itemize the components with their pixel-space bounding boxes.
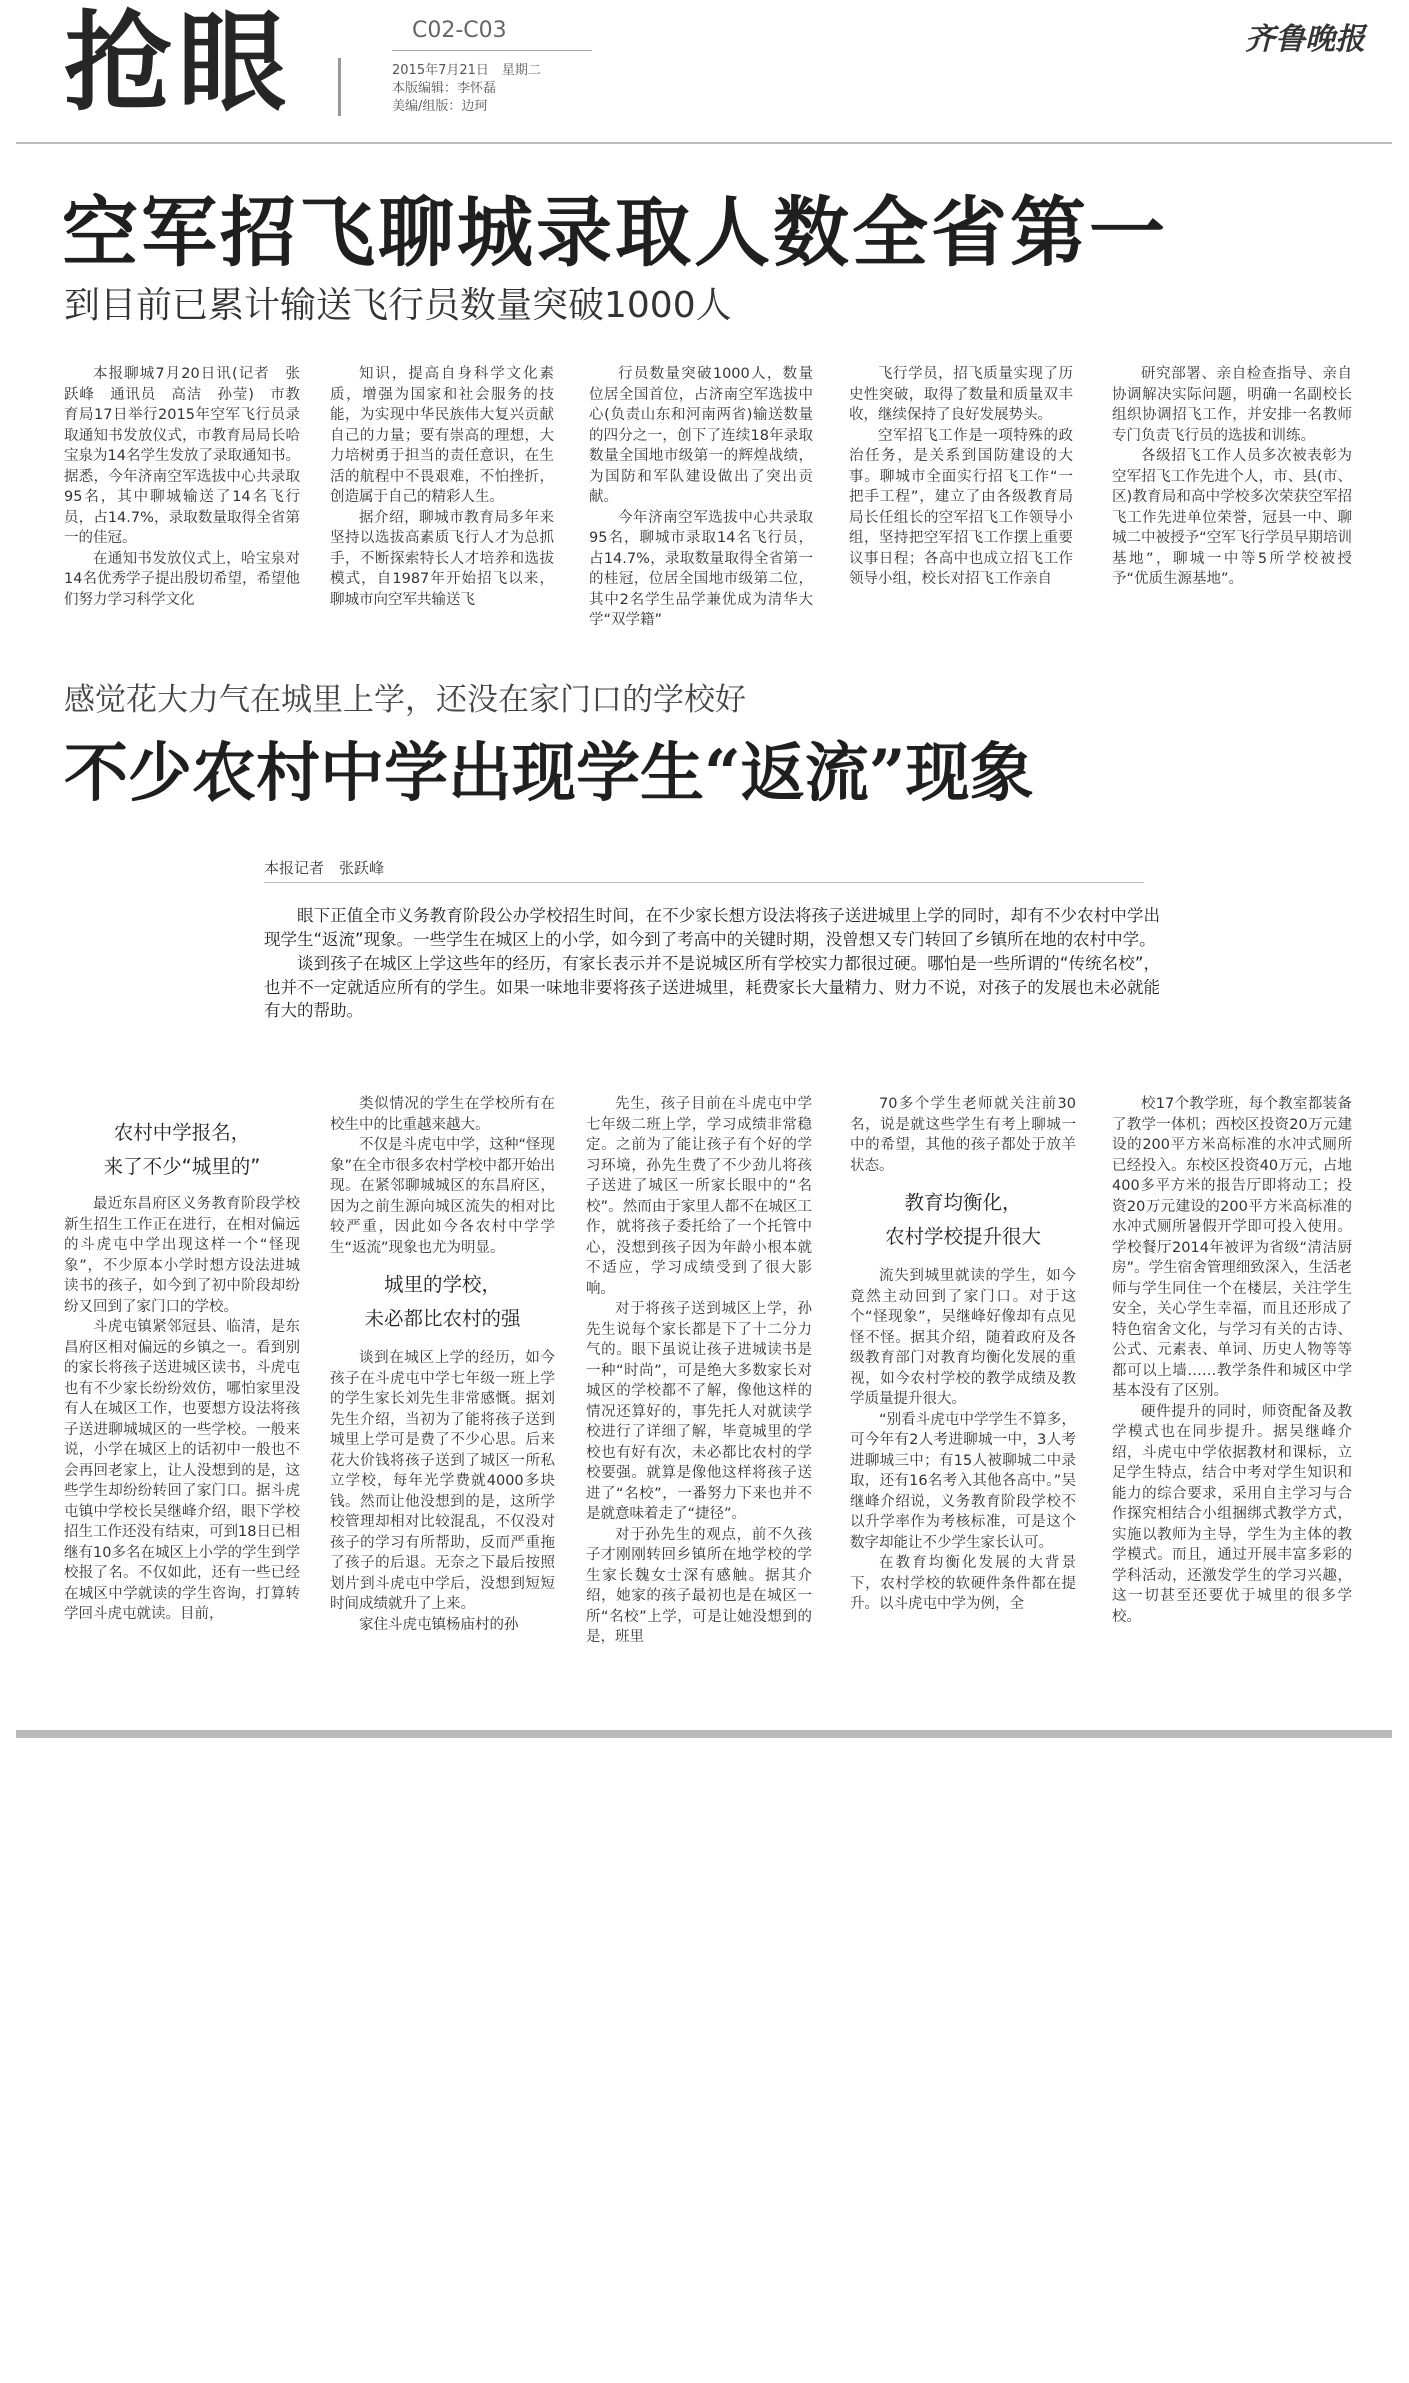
article1-column — [849, 364, 1073, 634]
article2-column — [1112, 1094, 1352, 1704]
article1-subheadline: 到目前已累计输送飞行员数量突破1000人 — [64, 285, 732, 326]
editor-line: 本版编辑：李怀磊 — [392, 81, 497, 96]
top-rule — [16, 142, 1392, 144]
paragraph: 流失到城里就读的学生，如今竟然主动回到了家门口。对于这个“怪现象”，吴继峰好像却有点见怪不怪。据其介绍，随着政府及各级教育部门对教育均衡化发展的重视，如今农村学校的教学成绩及教学质量提升很大。 — [850, 1268, 1076, 1407]
article2-lead — [264, 904, 1160, 1024]
paper-logo: 齐鲁晚报 — [1245, 22, 1365, 57]
subhead-1: 农村中学报名， 来了不少“城里的” — [103, 1121, 261, 1178]
date-line: 2015年7月21日 星期二 — [392, 63, 541, 78]
article1-column — [330, 364, 554, 634]
paragraph: 类似情况的学生在学校所有在校生中的比重越来越大。 — [330, 1096, 555, 1133]
paragraph: 今年济南空军选拔中心共录取95名，聊城市录取14名飞行员，占14.7%，录取数量取得全省第一的桂冠，位居全国地市级第二位，其中2名学生品学兼优成为清华大学“双学籍” — [589, 509, 813, 628]
page-range: C02-C03 — [412, 18, 507, 43]
subhead-s3: 教育均衡化， 农村学校提升很大 — [884, 1191, 1041, 1248]
paragraph: 对于孙先生的观点，前不久孩子才刚刚转回乡镇所在地学校的学生家长魏女士深有感触。据其介绍，她家的孩子最初也是在城区一所“名校”上学，可是让她没想到的是，班里 — [586, 1526, 812, 1645]
paragraph: “别看斗虎屯中学学生不算多，可今年有2人考进聊城一中，3人考进聊城三中；有15人被聊城二中录取，还有16名考入其他各高中。”吴继峰介绍说，义务教育阶段学校不以升学率作为考核标准，可是这个数字却能让不少学生家长认可。 — [850, 1411, 1076, 1551]
paragraph: 最近东昌府区义务教育阶段学校新生招生工作正在进行，在相对偏远的斗虎屯中学出现这样一个“怪现象”，不少原本小学时想方设法进城读书的孩子，如今到了初中阶段却纷纷又回到了家门口的学校。 — [64, 1196, 300, 1315]
masthead-divider — [392, 50, 592, 51]
paragraph: 行员数量突破1000人，数量位居全国首位，占济南空军选拔中心(负责山东和河南两省)输送数量的四分之一，创下了连续18年录取数量全国地市级第一的辉煌战绩，为国防和军队建设做出了突出贡献。 — [589, 366, 813, 505]
paragraph: 70多个学生老师就关注前30名，说是就这些学生有考上聊城一中的希望，其他的孩子都处于放羊状态。 — [850, 1096, 1076, 1174]
paragraph: 飞行学员，招飞质量实现了历史性突破，取得了数量和质量双丰收，继续保持了良好发展势头。 — [849, 366, 1073, 423]
article1-column — [589, 364, 813, 634]
paragraph: 研究部署、亲自检查指导、亲自协调解决实际问题，明确一名副校长组织协调招飞工作，并安排一名教师专门负责飞行员的选拔和训练。 — [1112, 366, 1352, 444]
article2-kicker: 感觉花大力气在城里上学，还没在家门口的学校好 — [64, 682, 746, 718]
paragraph: 不仅是斗虎屯中学，这种“怪现象”在全市很多农村学校中都开始出现。在紧邻聊城城区的东昌府区，因为之前生源向城区流失的相对比较严重，因此如今各农村中学学生“返流”现象也尤为明显。 — [330, 1137, 555, 1256]
article1-column — [64, 364, 300, 634]
article1-headline: 空军招飞聊城录取人数全省第一 — [62, 188, 1168, 277]
paragraph: 本报聊城7月20日讯(记者 张跃峰 通讯员 高洁 孙莹) 市教育局17日举行2015年空军飞行员录取通知书发放仪式，市教育局局长哈宝泉为14名学生发放了录取通知书。据悉，今年济南空军选拔中心共录取95名，其中聊城输送了14名飞行员，占14.7%，录取数量取得全省第一的佳冠。 — [64, 366, 300, 546]
subhead-s2: 城里的学校， 未必都比农村的强 — [364, 1273, 521, 1330]
paragraph: 各级招飞工作人员多次被表彰为空军招飞工作先进个人，市、县(市、区)教育局和高中学校多次荣获空军招飞工作先进单位荣誉，冠县一中、聊城二中被授予“空军飞行学员早期培训基地”，聊城一中等5所学校被授予“优质生源基地”。 — [1112, 448, 1352, 587]
byline-rule — [264, 882, 1144, 883]
paragraph: 在通知书发放仪式上，哈宝泉对14名优秀学子提出殷切希望，希望他们努力学习科学文化 — [64, 550, 300, 608]
lead-paragraph: 谈到孩子在城区上学这些年的经历，有家长表示并不是说城区所有学校实力都很过硬。哪怕是一些所谓的“传统名校”，也并不一定就适应所有的学生。如果一味地非要将孩子送进城里，耗费家长大量精力、财力不说，对孩子的发展也未必就能有大的帮助。 — [264, 954, 1160, 1020]
masthead-bar — [338, 58, 341, 116]
paragraph: 家住斗虎屯镇杨庙村的孙 — [359, 1616, 519, 1633]
paragraph: 空军招飞工作是一项特殊的政治任务，是关系到国防建设的大事。聊城市全面实行招飞工作“一把手工程”，建立了由各级教育局局长任组长的空军招飞工作领导小组，坚持把空军招飞工作摆上重要议事日程；各高中也成立招飞工作领导小组，校长对招飞工作亲自 — [849, 427, 1073, 587]
paragraph: 斗虎屯镇紧邻冠县、临清，是东昌府区相对偏远的乡镇之一。看到别的家长将孩子送进城区读书，斗虎屯也有不少家长纷纷效仿，哪怕家里没有人在城区工作，也要想方设法将孩子送进聊城城区的一些学校。一般来说，小学在城区上的话初中一般也不会再回老家上，让人没想到的是，这些学生却纷纷转回了家门口。据斗虎屯镇中学校长吴继峰介绍，眼下学校招生工作还没有结束，可到18日已相继有10多名在城区上小学的学生到学校报了名。不仅如此，还有一些已经在城区中学就读的学生咨询，打算转学回斗虎屯就读。目前， — [64, 1319, 300, 1622]
article2-column — [850, 1094, 1076, 1704]
article1-column — [1112, 364, 1352, 634]
article2-column — [64, 1110, 300, 1674]
paragraph: 据介绍，聊城市教育局多年来坚持以选拔高素质飞行人才为总抓手，不断探索特长人才培养和选拔模式，自1987年开始招飞以来，聊城市向空军共输送飞 — [330, 509, 554, 608]
paragraph: 谈到在城区上学的经历，如今孩子在斗虎屯中学七年级一班上学的学生家长刘先生非常感慨。据刘先生介绍，当初为了能将孩子送到城里上学可是费了不少心思。后来花大价钱将孩子送到了城区一所私立学校，每年光学费就4000多块钱。然而让他没想到的是，这所学校管理却相对比较混乱，不仅没对孩子的学习有所帮助，反而严重拖了孩子的后退。无奈之下最后按照划片到斗虎屯中学后，没想到短短时间成绩就升了上来。 — [330, 1350, 555, 1612]
designer-line: 美编/组版：边珂 — [392, 99, 488, 114]
article2-headline: 不少农村中学出现学生“返流”现象 — [64, 736, 1034, 811]
paragraph: 校17个教学班，每个教室都装备了教学一体机；西校区投资20万元建设的200平方米高标准的水冲式厕所已经投入。东校区投资40万元，占地400多平方米的报告厅即将动工；投资20万元建设的200平方米高标准的水冲式厕所暑假开学即可投入使用。学校餐厅2014年被评为省级“清洁厨房”。学生宿舍管理细致深入，生活老师与学生同住一个在楼层，关注学生安全，关心学生幸福，而且还形成了特色宿舍文化，与学习有关的古诗、公式、元素表、单词、历史人物等等都可以上墙……教学条件和城区中学基本没有了区别。 — [1112, 1096, 1352, 1399]
paragraph: 硬件提升的同时，师资配备及教学模式也在同步提升。据吴继峰介绍，斗虎屯中学依据教材和课标，立足学生特点，结合中考对学生知识和能力的综合要求，采用自主学习与合作探究相结合小组捆绑式教学方式，实施以教师为主导，学生为主体的教学模式。而且，通过开展丰富多彩的学科活动，还激发学生的学习兴趣，这一切甚至还要优于城里的很多学校。 — [1112, 1403, 1352, 1625]
paragraph: 对于将孩子送到城区上学，孙先生说每个家长都是下了十二分力气的。眼下虽说让孩子进城读书是一种“时尚”，可是绝大多数家长对城区的学校都不了解，像他这样的情况还算好的，事先托人对就读学校进行了详细了解，毕竟城里的学校也有好有次，未必都比农村的学校要强。就算是像他这样将孩子送进了“名校”，一番努力下来也并不是就意味着走了“捷径”。 — [586, 1301, 812, 1522]
article2-byline: 本报记者 张跃峰 — [264, 859, 385, 877]
paragraph: 在教育均衡化发展的大背景下，农村学校的软硬件条件都在提升。以斗虎屯中学为例，全 — [850, 1555, 1076, 1612]
paragraph: 知识，提高自身科学文化素质，增强为国家和社会服务的技能，为实现中华民族伟大复兴贡献自己的力量；要有崇高的理想，大力培树勇于担当的责任意识，在生活的航程中不畏艰难，不怕挫折，创造属于自己的精彩人生。 — [330, 366, 554, 505]
paragraph: 先生，孩子目前在斗虎屯中学七年级二班上学，学习成绩非常稳定。之前为了能让孩子有个好的学习环境，孙先生费了不少劲儿将孩子送进了城区一所家长眼中的“名校”。然而由于家里人都不在城区工作，就将孩子委托给了一个托管中心，没想到孩子因为年龄小根本就不适应，学习成绩受到了很大影响。 — [586, 1096, 812, 1297]
article2-column — [586, 1094, 812, 1704]
bottom-rule — [16, 1730, 1392, 1738]
lead-paragraph: 眼下正值全市义务教育阶段公办学校招生时间，在不少家长想方设法将孩子送进城里上学的同时，却有不少农村中学出现学生“返流”现象。一些学生在城区上的小学，如今到了考高中的关键时期，没曾想又专门转回了乡镇所在地的农村中学。 — [264, 906, 1160, 949]
section-title: 抢眼 — [64, 0, 293, 126]
article2-column — [330, 1094, 555, 1704]
